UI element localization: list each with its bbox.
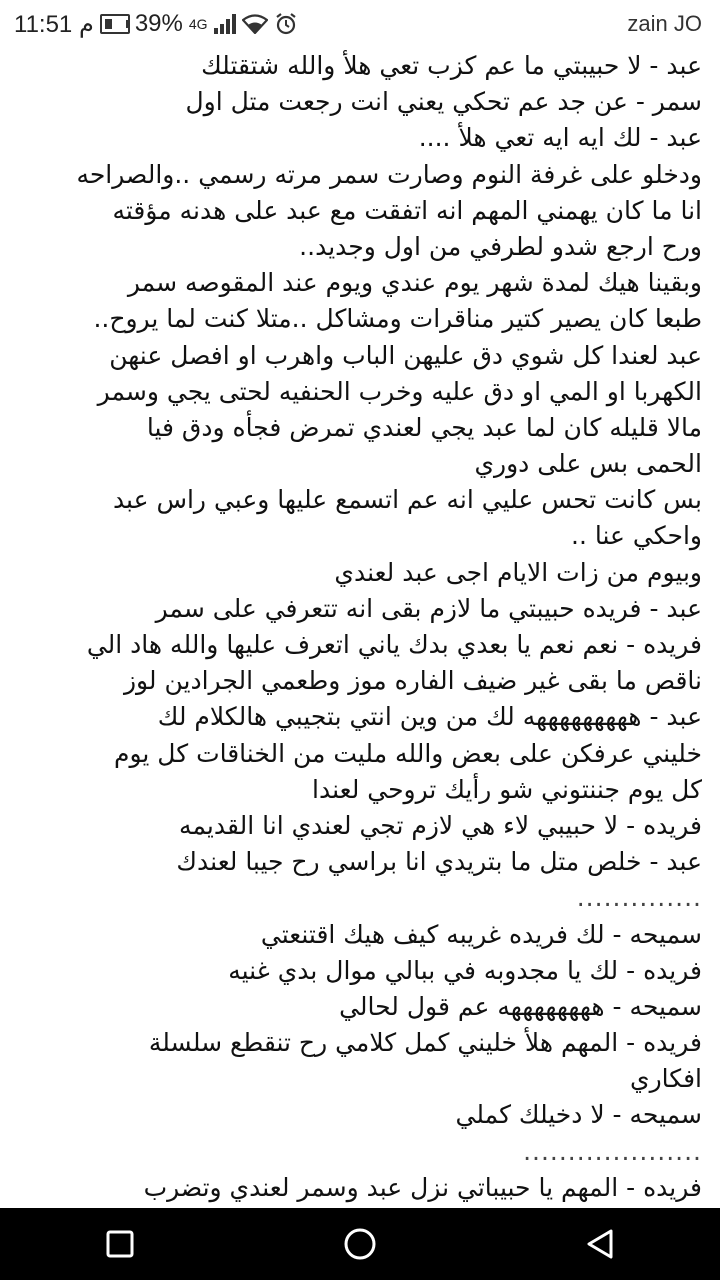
text-line: فريده - لك يا مجدوبه في ببالي موال بدي غنيه xyxy=(228,955,702,985)
status-left xyxy=(14,0,298,48)
back-button[interactable] xyxy=(560,1208,640,1280)
text-line: وبيوم من زات الايام اجى عبد لعندي xyxy=(334,557,702,587)
text-line: عبد - خلص متل ما بتريدي انا براسي رح جيبا لعندك xyxy=(176,847,702,877)
text-line: ورح ارجع شدو لطرفي من اول وجديد.. xyxy=(299,231,702,261)
signal-icon xyxy=(214,14,236,34)
text-line: الحمى بس على دوري xyxy=(474,449,702,479)
text-line: فريده - لا حبيبي لاء هي لازم تجي لعندي انا القديمه xyxy=(179,810,702,840)
text-line: سميحه - لا دخيلك كملي xyxy=(455,1100,702,1130)
article-text[interactable] xyxy=(18,48,702,1208)
text-line: .................... xyxy=(523,1136,702,1166)
text-line: بس كانت تحس عليي انه عم اتسمع عليها وعبي راس عبد xyxy=(112,485,702,515)
status-time: 11:51 م xyxy=(14,10,94,38)
text-line: عبد - فريده حبيبتي ما لازم بقى انه تتعرفي على سمر xyxy=(155,593,702,623)
navigation-bar xyxy=(0,1208,720,1280)
text-line: .............. xyxy=(576,883,702,913)
status-bar xyxy=(0,0,720,48)
text-line: فريده - المهم يا حبيباتي نزل عبد وسمر لعندي وتضرب xyxy=(143,1172,702,1202)
text-line: كل يوم جننتوني شو رأيك تروحي لعندا xyxy=(312,774,702,804)
text-line: ودخلو على غرفة النوم وصارت سمر مرته رسمي ..والصراحه xyxy=(76,159,702,189)
alarm-icon xyxy=(274,12,298,36)
text-line: عبد - هههههههههه لك من وين انتي بتجيبي هالكلام لك xyxy=(157,702,702,732)
text-line: خليني عرفكن على بعض والله مليت من الخناقات كل يوم xyxy=(113,738,702,768)
text-line: سميحه - لك فريده غريبه كيف هيك اقتنعتي xyxy=(260,919,702,949)
text-line: فريده - المهم هلأ خليني كمل كلامي رح تنقطع سلسلة xyxy=(148,1028,702,1058)
text-line: سميحه - ههههههههه عم قول لحالي xyxy=(339,991,702,1021)
text-line: ناقص ما بقى غير ضيف الفاره موز وطعمي الجرادين لوز xyxy=(123,666,702,696)
network-type: 4G xyxy=(188,16,208,32)
text-line: طبعا كان يصير كتير مناقرات ومشاكل ..متلا كنت لما يروح.. xyxy=(93,304,702,334)
text-line: انا ما كان يهمني المهم انه اتفقت مع عبد على هدنه مؤقته xyxy=(112,195,702,225)
text-line: عبد - لا حبيبتي ما عم كزب تعي هلأ والله شتقتلك xyxy=(201,51,702,80)
back-triangle-icon xyxy=(585,1228,615,1260)
carrier-name: zain JO xyxy=(627,11,702,36)
battery-level: 39% xyxy=(134,10,183,37)
text-line: عبد - لك ايه ايه تعي هلأ .... xyxy=(418,123,702,153)
text-line: وبقينا هيك لمدة شهر يوم عندي ويوم عند المقوصه سمر xyxy=(127,268,702,298)
text-line: سمر - عن جد عم تحكي يعني انت رجعت متل اول xyxy=(185,87,702,117)
text-line: مالا قليله كان لما عبد يجي لعندي تمرض فجأه ودق فيا xyxy=(146,412,702,442)
text-line: فريده - نعم نعم يا بعدي بدك ياني اتعرف عليها والله هاد الي xyxy=(86,630,702,659)
text-line: افكاري xyxy=(630,1064,702,1094)
text-line: الكهربا او المي او دق عليه وخرب الحنفيه لحتى يجي وسمر xyxy=(97,376,702,406)
text-line: عبد لعندا كل شوي دق عليهن الباب واهرب او افصل عنهن xyxy=(109,340,702,370)
text-line: واحكي عنا .. xyxy=(571,521,702,551)
square-icon xyxy=(106,1230,134,1258)
home-button[interactable] xyxy=(320,1208,400,1280)
battery-icon xyxy=(100,14,129,34)
recent-apps-button[interactable] xyxy=(80,1208,160,1280)
circle-icon xyxy=(343,1227,377,1261)
wifi-icon xyxy=(242,14,268,34)
